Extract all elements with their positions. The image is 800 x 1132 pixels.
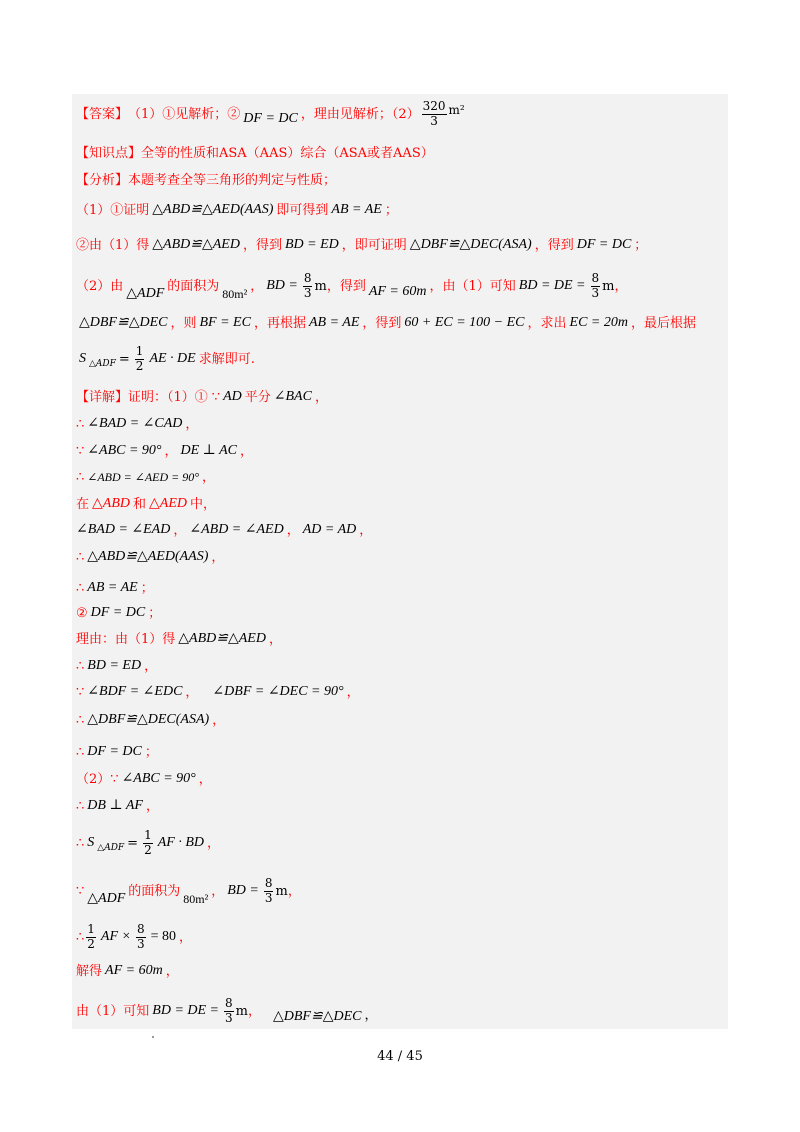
detail-l15-math: ∠ABC = 90° <box>121 771 196 786</box>
detail-line-14 <box>76 743 158 761</box>
detail-l5-math1: △ABD <box>92 496 130 511</box>
analysis-l5-a: 求解即可. <box>198 351 255 367</box>
detail-l1-b: 平分 <box>244 389 271 405</box>
detail-l18-math3: BD = <box>227 883 259 898</box>
because-symbol: ∵ <box>76 684 85 700</box>
detail-line-9 <box>76 604 161 622</box>
comma: ， <box>185 684 199 700</box>
detail-line-17 <box>76 824 220 862</box>
detail-line-5 <box>76 495 216 513</box>
detail-line-1 <box>76 388 328 406</box>
detail-l6-math3: AD = AD <box>302 522 357 537</box>
analysis-line-4 <box>76 313 696 333</box>
analysis-l5-frac: $\frac{1}{2}$ <box>135 343 144 373</box>
detail-l21-unit: m <box>235 1003 248 1019</box>
therefore-symbol: ∴ <box>76 744 85 760</box>
detail-l8-math: AB = AE <box>87 580 138 595</box>
analysis-l3-frac2: $\frac{8}{3}$ <box>591 270 600 300</box>
detail-l17-frac: $\frac{1}{2}$ <box>144 827 152 857</box>
detail-l1-math: AD <box>223 389 242 404</box>
detail-l9-math: DF = DC <box>90 605 146 620</box>
detail-l3-math1: ∠ABC = 90° <box>87 443 162 458</box>
analysis-l3-math1: △ADF <box>126 286 165 301</box>
detail-l1-math2: ∠BAC <box>273 389 312 404</box>
because-symbol: ∵ <box>76 883 85 899</box>
analysis-l2-a: ②由（1）得 <box>76 237 150 253</box>
detail-l20-math: AF = 60m <box>105 963 163 978</box>
analysis-l2-math1: △ABD≌△AED <box>152 237 240 252</box>
detail-line-21 <box>76 992 377 1030</box>
comma: ， <box>268 631 282 647</box>
analysis-l1-math1: △ABD≌△AED(AAS) <box>152 202 274 217</box>
analysis-l4-b: ，再根据 <box>253 315 306 331</box>
analysis-l4-e: ，最后根据 <box>630 315 696 331</box>
comma: ， <box>239 443 253 459</box>
page-number: 44 / 45 <box>377 1049 423 1064</box>
therefore-symbol: ∴ <box>76 416 85 432</box>
comma: ， <box>165 963 179 979</box>
detail-l4-math: ∠ABD = ∠AED = 90° <box>87 470 200 484</box>
analysis-l5-sub: △ADF <box>89 358 116 369</box>
answer-part1: （1）①见解析；② <box>128 106 241 122</box>
therefore-symbol: ∴ <box>76 835 85 851</box>
detail-l17-s: S <box>87 835 95 850</box>
detail-l17-eq: = <box>127 835 139 851</box>
detail-l17-sub: △ADF <box>97 842 125 853</box>
analysis-l5-eq: = <box>118 351 130 367</box>
detail-l2-math: ∠BAD = ∠CAD <box>87 416 183 431</box>
detail-line-2 <box>76 415 198 433</box>
detail-l19-frac2: $\frac{8}{3}$ <box>136 921 145 951</box>
detail-l9-a: ② <box>76 605 88 621</box>
detail-l12-math1: ∠BDF = ∠EDC <box>87 684 183 699</box>
analysis-l3-math2: 80m² <box>222 287 248 301</box>
comma: ， <box>364 1007 378 1023</box>
analysis-l4-c: ，得到 <box>362 315 402 331</box>
analysis-l4-math2: BF = EC <box>199 315 251 330</box>
detail-line-15 <box>76 770 212 788</box>
therefore-symbol: ∴ <box>76 712 85 728</box>
detail-l16-math: DB ⊥ AF <box>87 798 143 813</box>
comma: ， <box>211 549 225 565</box>
comma: ， <box>211 883 225 899</box>
detail-line-12 <box>76 683 360 701</box>
analysis-l2-d: ，得到 <box>534 237 574 253</box>
analysis-l2-math3: △DBF≌△DEC(ASA) <box>409 237 532 252</box>
detail-line-19 <box>76 918 192 956</box>
comma: ， <box>198 771 212 787</box>
detail-l14-math: DF = DC <box>87 744 142 759</box>
detail-l17-math: AF · BD <box>157 835 204 850</box>
analysis-l3-e: ，由（1）可知 <box>429 278 516 294</box>
because-symbol: ∵ <box>110 771 119 787</box>
analysis-l4-math4: 60 + EC = 100 − EC <box>404 315 525 330</box>
knowledge-text: 【知识点】全等的性质和ASA（AAS）综合（ASA或者AAS） <box>76 145 434 161</box>
detail-line-7 <box>76 546 224 568</box>
analysis-line-5 <box>76 340 255 378</box>
detail-l18-frac: $\frac{8}{3}$ <box>264 875 273 905</box>
detail-l18-a: 的面积为 <box>128 883 181 899</box>
detail-l6-math2: ∠ABD = ∠AED <box>189 522 284 537</box>
detail-l18-math2: 80m² <box>183 892 209 906</box>
analysis-l2-math4: DF = DC <box>576 237 632 252</box>
analysis-l3-d: ，得到 <box>326 278 366 294</box>
analysis-l1-a: （1）①证明 <box>76 202 150 218</box>
detail-l5-c: 中， <box>190 496 217 512</box>
answer-fraction: $\frac{320}{3}$ <box>422 98 446 128</box>
detail-line-18 <box>76 872 301 910</box>
detail-l11-math: BD = ED <box>87 658 142 673</box>
detail-line-3 <box>76 442 253 460</box>
analysis-l2-math2: BD = ED <box>285 237 339 252</box>
therefore-symbol: ∴ <box>76 580 85 596</box>
because-symbol: ∵ <box>211 389 221 405</box>
answer-tag: 【答案】 <box>76 106 129 122</box>
analysis-l3-unit1: m <box>314 278 327 294</box>
comma: ， <box>144 658 158 674</box>
detail-line-4 <box>76 468 215 486</box>
analysis-tag: 【分析】 <box>76 172 129 188</box>
analysis-l4-a: ，则 <box>170 315 197 331</box>
comma: ， <box>173 522 187 538</box>
detail-l15-a: （2） <box>76 771 111 787</box>
analysis-l2-b: ，得到 <box>242 237 282 253</box>
analysis-line-3 <box>76 266 627 306</box>
analysis-line-2 <box>76 235 647 255</box>
detail-line-6 <box>76 521 372 539</box>
semicolon: ； <box>148 605 162 621</box>
analysis-l5-math2: AE · DE <box>149 351 196 366</box>
comma: ， <box>346 684 360 700</box>
comma: ， <box>206 835 220 851</box>
detail-l10-a: 理由：由（1）得 <box>76 631 176 647</box>
detail-l12-math2: ∠DBF = ∠DEC = 90° <box>212 684 344 699</box>
detail-line-8 <box>76 579 154 597</box>
analysis-l3-c: ， <box>250 278 264 294</box>
detail-tag: 【详解】 <box>76 389 129 405</box>
detail-l13-math: △DBF≌△DEC(ASA) <box>87 712 210 727</box>
comma: ， <box>247 1003 261 1019</box>
detail-line-13 <box>76 709 225 731</box>
analysis-l3-b: 的面积为 <box>167 278 220 294</box>
comma: ， <box>185 416 199 432</box>
detail-l18-math1: △ADF <box>87 891 126 906</box>
comma: ， <box>179 929 193 945</box>
analysis-l4-math5: EC = 20m <box>569 315 628 330</box>
analysis-l2-c: ，即可证明 <box>341 237 407 253</box>
therefore-symbol: ∴ <box>76 549 85 565</box>
comma: ， <box>359 522 373 538</box>
detail-l5-b: 和 <box>133 496 147 512</box>
detail-l5-math2: △AED <box>149 496 187 511</box>
answer-unit: m² <box>448 103 465 117</box>
therefore-symbol: ∴ <box>76 658 85 674</box>
detail-l1-c: ， <box>314 389 328 405</box>
analysis-l4-math1: △DBF≌△DEC <box>79 315 168 330</box>
analysis-line-1 <box>76 200 398 220</box>
detail-l3-math2: DE ⊥ AC <box>180 443 237 458</box>
analysis-l4-d: ，求出 <box>527 315 567 331</box>
detail-line-20 <box>76 962 179 980</box>
analysis-l4-math3: AB = AE <box>308 315 360 330</box>
detail-l6-math1: ∠BAD = ∠EAD <box>76 522 171 537</box>
analysis-text: 本题考查全等三角形的判定与性质； <box>128 172 337 188</box>
answer-math1: DF = DC <box>243 111 298 126</box>
therefore-symbol: ∴ <box>76 929 85 945</box>
analysis-l3-math4: AF = 60m <box>368 284 427 299</box>
detail-l5-a: 在 <box>76 496 90 512</box>
detail-l21-frac: $\frac{8}{3}$ <box>225 995 233 1025</box>
comma: ， <box>287 883 301 899</box>
detail-l19-math1: AF × <box>100 929 131 944</box>
analysis-header <box>76 172 336 188</box>
semicolon: ； <box>140 580 154 596</box>
knowledge-line <box>76 145 434 161</box>
analysis-l5-s: S <box>79 351 86 366</box>
comma: ， <box>145 798 159 814</box>
comma: ， <box>212 712 226 728</box>
analysis-l3-a: （2）由 <box>76 278 124 294</box>
because-symbol: ∵ <box>76 443 85 459</box>
comma: ， <box>202 469 216 485</box>
analysis-l1-b: 即可得到 <box>276 202 329 218</box>
therefore-symbol: ∴ <box>76 469 85 485</box>
therefore-symbol: ∴ <box>76 798 85 814</box>
answer-mid: ，理由见解析；（2） <box>300 106 420 122</box>
detail-line-11 <box>76 657 157 675</box>
detail-line-16 <box>76 797 159 815</box>
detail-l19-math2: = 80 <box>150 929 177 944</box>
semicolon: ； <box>144 744 158 760</box>
detail-l1-a: 证明：（1）① <box>128 389 208 405</box>
analysis-l3-unit2: m <box>602 278 615 294</box>
detail-l10-math: △ABD≌△AED <box>178 631 266 646</box>
analysis-l3-frac1: $\frac{8}{3}$ <box>303 270 312 300</box>
detail-line-10 <box>76 630 282 648</box>
detail-l18-unit: m <box>275 883 288 899</box>
detail-l21-math1: BD = DE = <box>152 1003 219 1018</box>
comma: ， <box>164 443 178 459</box>
analysis-l3-g: ， <box>614 278 628 294</box>
detail-l7-math: △ABD≌△AED(AAS) <box>87 549 209 564</box>
comma: ， <box>286 522 300 538</box>
answer-line <box>76 98 465 130</box>
analysis-l3-math3: BD = <box>266 278 298 293</box>
analysis-l2-e: ； <box>634 237 648 253</box>
detail-l20-a: 解得 <box>76 963 103 979</box>
detail-l19-frac1: $\frac{1}{2}$ <box>87 921 95 951</box>
analysis-l1-math2: AB = AE <box>331 202 382 217</box>
analysis-l1-c: ； <box>384 202 398 218</box>
scan-dot <box>152 1036 154 1038</box>
detail-l21-math2: △DBF≌△DEC <box>272 1009 362 1024</box>
analysis-l3-math5: BD = DE = <box>518 278 586 293</box>
detail-l21-a: 由（1）可知 <box>76 1003 150 1019</box>
